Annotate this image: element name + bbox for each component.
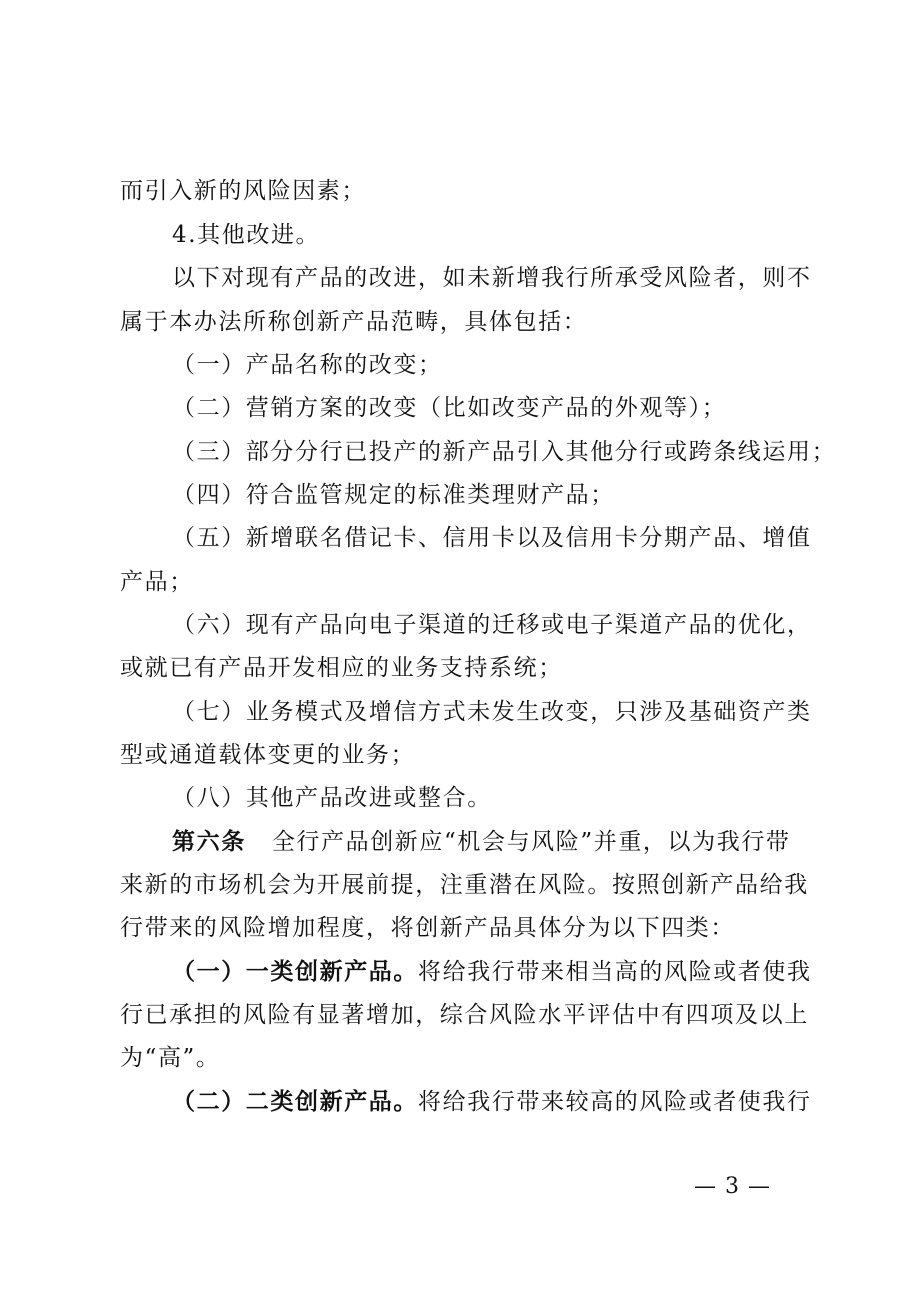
category-two-line [172, 1087, 812, 1117]
list-item: （一）产品名称的改变； [172, 352, 443, 378]
category-text: 将给我行带来较高的风险或者使我行 [418, 1089, 812, 1115]
article-six-line [172, 827, 791, 857]
paragraph-line: 而引入新的风险因素； [120, 178, 366, 204]
category-label: （二）二类创新产品。 [172, 1088, 418, 1115]
list-item: （七）业务模式及增信方式未发生改变，只涉及基础资产类 [172, 699, 812, 725]
paragraph-line: 为“高”。 [120, 1045, 221, 1071]
list-item: （六）现有产品向电子渠道的迁移或电子渠道产品的优化， [172, 612, 812, 638]
category-text: 将给我行带来相当高的风险或者使我 [418, 959, 812, 985]
list-item: （五）新增联名借记卡、信用卡以及信用卡分期产品、增值 [172, 525, 812, 551]
page-number: — 3 — [694, 1174, 771, 1199]
list-item: （四）符合监管规定的标准类理财产品； [172, 482, 615, 508]
article-text: 全行产品创新应“机会与风险”并重，以为我行带 [271, 829, 791, 855]
list-item-continuation: 或就已有产品开发相应的业务支持系统； [120, 655, 563, 681]
article-label: 第六条 [172, 828, 246, 855]
paragraph-line: 来新的市场机会为开展前提，注重潜在风险。按照创新产品给我 [120, 872, 809, 898]
paragraph-line: 4.其他改进。 [172, 222, 321, 248]
paragraph-line: 行已承担的风险有显著增加，综合风险水平评估中有四项及以上 [120, 1002, 809, 1028]
list-item-continuation: 产品； [120, 569, 194, 595]
paragraph-line: 以下对现有产品的改进，如未新增我行所承受风险者，则不 [172, 265, 812, 291]
paragraph-line: 行带来的风险增加程度，将创新产品具体分为以下四类： [120, 915, 735, 941]
list-item: （二）营销方案的改变（比如改变产品的外观等）； [172, 395, 727, 421]
category-one-line [172, 957, 812, 987]
list-item: （三）部分分行已投产的新产品引入其他分行或跨条线运用； [172, 439, 837, 465]
category-label: （一）一类创新产品。 [172, 958, 418, 985]
list-item: （八）其他产品改进或整合。 [172, 785, 492, 811]
paragraph-line: 属于本办法所称创新产品范畴，具体包括： [120, 309, 588, 335]
list-item-continuation: 型或通道载体变更的业务； [120, 742, 416, 768]
